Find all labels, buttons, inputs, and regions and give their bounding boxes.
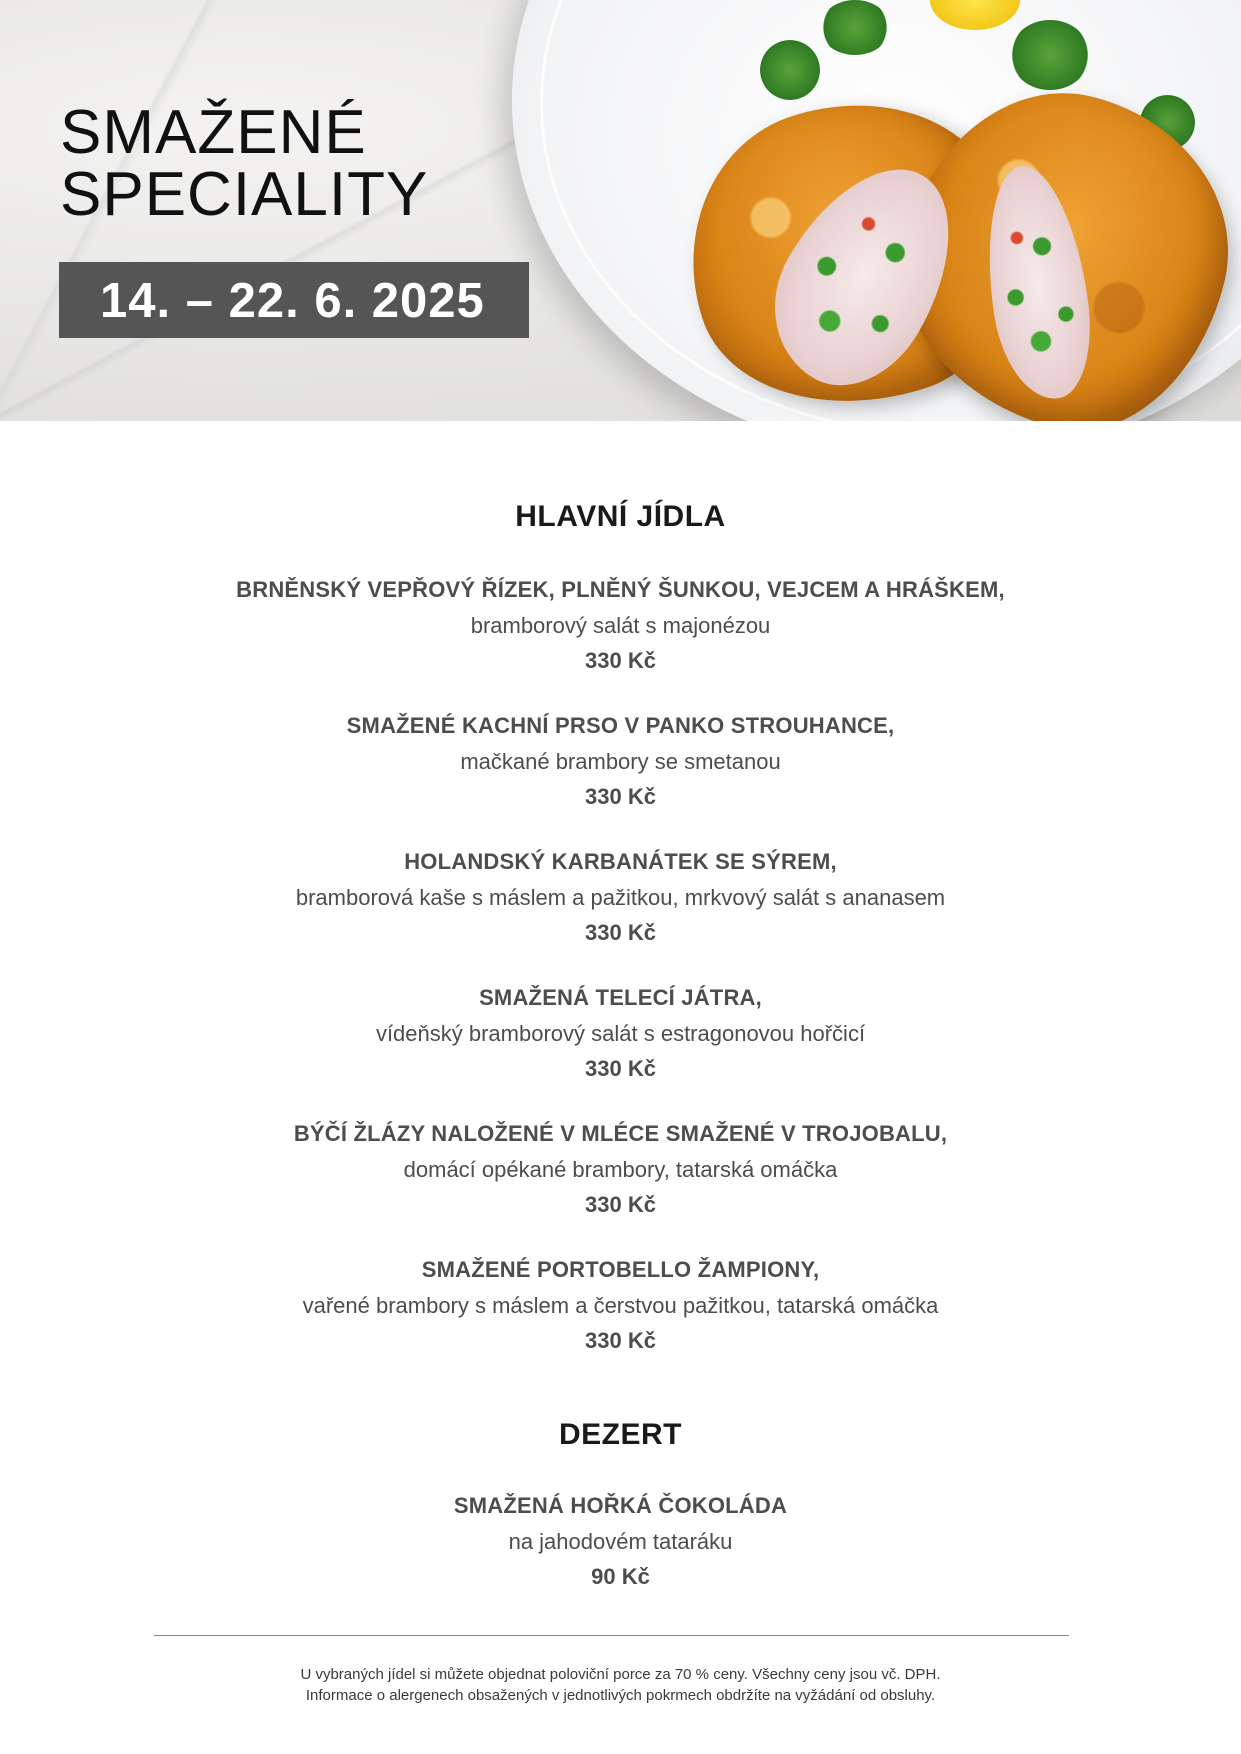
dish-name: HOLANDSKÝ KARBANÁTEK SE SÝREM,: [404, 849, 837, 874]
dish-name: SMAŽENÁ TELECÍ JÁTRA,: [479, 985, 762, 1010]
dish-side: mačkané brambory se smetanou: [460, 749, 781, 774]
dish-price: 330 Kč: [585, 1328, 656, 1353]
herb-garnish: [820, 0, 890, 55]
title-line-2: SPECIALITY: [60, 160, 429, 229]
dish-price: 90 Kč: [591, 1564, 650, 1589]
menu-item: [0, 1116, 1241, 1222]
header-banner: [0, 0, 1241, 421]
dish-side: domácí opékané brambory, tatarská omáčka: [403, 1157, 838, 1182]
dish-price: 330 Kč: [585, 1056, 656, 1081]
dish-price: 330 Kč: [585, 920, 656, 945]
menu-item: [0, 1488, 1241, 1594]
dish-side: vařené brambory s máslem a čerstvou pažitkou, tatarská omáčka: [302, 1293, 939, 1318]
menu-item: [0, 708, 1241, 814]
herb-garnish: [760, 40, 820, 100]
menu-item: [0, 572, 1241, 678]
dish-name: SMAŽENÁ HOŘKÁ ČOKOLÁDA: [453, 1493, 788, 1518]
section-heading-dessert: DEZERT: [559, 1418, 682, 1451]
footer-line-1: U vybraných jídel si můžete objednat poloviční porce za 70 % ceny. Všechny ceny jsou vč. DPH.: [300, 1666, 941, 1683]
dish-price: 330 Kč: [585, 648, 656, 673]
footer-note: [0, 1664, 1241, 1706]
dish-name: BRNĚNSKÝ VEPŘOVÝ ŘÍZEK, PLNĚNÝ ŠUNKOU, VEJCEM A HRÁŠKEM,: [236, 577, 1005, 602]
herb-garnish: [1010, 20, 1090, 90]
dish-side: bramborová kaše s máslem a pažitkou, mrkvový salát s ananasem: [295, 885, 946, 910]
date-range: 14. – 22. 6. 2025: [100, 274, 485, 328]
footer-divider: [154, 1635, 1069, 1636]
dish-price: 330 Kč: [585, 1192, 656, 1217]
section-heading-main: HLAVNÍ JÍDLA: [515, 500, 726, 533]
dish-side: vídeňský bramborový salát s estragonovou hořčicí: [375, 1021, 866, 1046]
dish-name: SMAŽENÉ KACHNÍ PRSO V PANKO STROUHANCE,: [346, 713, 895, 738]
page-title: [60, 98, 429, 229]
menu-item: [0, 980, 1241, 1086]
dish-side: bramborový salát s majonézou: [470, 613, 771, 638]
dish-price: 330 Kč: [585, 784, 656, 809]
menu-item: [0, 844, 1241, 950]
footer-line-2: Informace o alergenech obsažených v jednotlivých pokrmech obdržíte na vyžádání od obsluhy.: [305, 1687, 936, 1704]
menu-item: [0, 1252, 1241, 1358]
dish-name: SMAŽENÉ PORTOBELLO ŽAMPIONY,: [421, 1257, 820, 1282]
dish-name: BÝČÍ ŽLÁZY NALOŽENÉ V MLÉCE SMAŽENÉ V TROJOBALU,: [293, 1121, 948, 1146]
dish-side: na jahodovém tataráku: [508, 1529, 733, 1554]
title-line-1: SMAŽENÉ: [60, 98, 367, 167]
